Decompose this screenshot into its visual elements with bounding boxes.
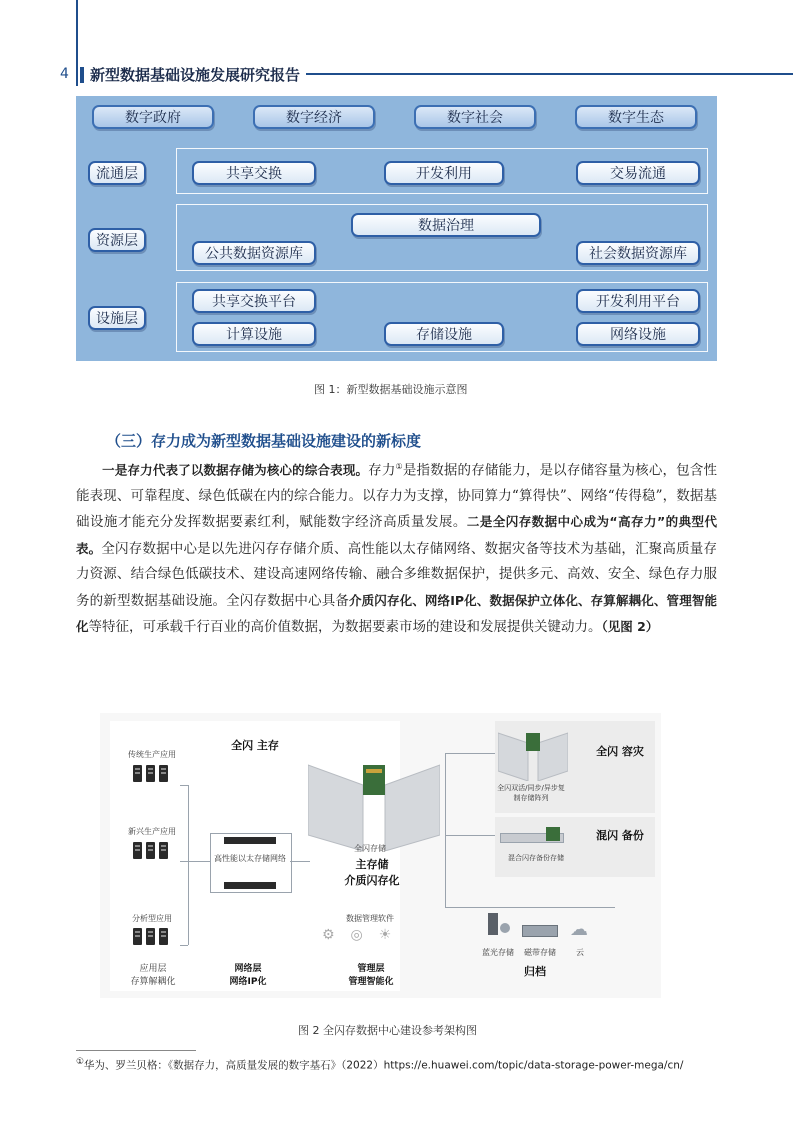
layer-label-circulation: 流通层	[88, 161, 146, 185]
switch-icon	[224, 882, 276, 889]
pill-social-data: 社会数据资源库	[576, 241, 700, 265]
connector	[445, 907, 615, 908]
section-heading: （三）存力成为新型数据基础设施建设的新标度	[106, 432, 422, 450]
main-storage-bold: 主存储 介质闪存化	[344, 858, 400, 887]
backup-panel	[495, 817, 655, 877]
p2-figure-ref: （见图 2）	[601, 618, 659, 634]
connector	[180, 785, 188, 786]
top-pill-4: 数字生态	[575, 105, 697, 129]
page-number: 4	[60, 66, 69, 82]
pill-dev-use: 开发利用	[384, 161, 504, 185]
p2-bold: 二是全闪存数据中心成为“高存力”的典型代表。	[76, 514, 718, 556]
document-title: 新型数据基础设施发展研究报告	[90, 66, 301, 84]
footnote-rule	[76, 1050, 196, 1051]
network-label: 高性能以太存储网络	[214, 854, 286, 863]
mgmt-software-label: 数据管理软件	[346, 914, 394, 923]
app-label-3: 分析型应用	[132, 914, 172, 923]
archive-item-1: 蓝光存储	[482, 948, 514, 957]
archive-item-3: 云	[576, 948, 584, 957]
pill-data-governance: 数据治理	[351, 213, 541, 237]
server-icon	[133, 765, 142, 782]
connector	[188, 861, 210, 862]
connector	[445, 753, 495, 754]
backup-board-icon	[546, 827, 560, 841]
pill-storage: 存储设施	[384, 322, 504, 346]
connector	[188, 785, 189, 945]
dr-desc: 全闪双活/同步/异步复制存储阵列	[497, 784, 565, 802]
figure1-caption: 图 1：新型数据基础设施示意图	[314, 383, 468, 396]
p2-text-2: 等特征，可承载千行百业的高价值数据，为数据要素市场的建设和发展提供关键动力。	[88, 618, 602, 635]
server-icon	[146, 842, 155, 859]
main-storage-title: 全闪 主存	[231, 739, 279, 752]
p1-text-b: 是指数据的存储能力，是以存储容量为核心，包含性能表现、可靠程度、绿色低碳在内的综合能力。以存力为支撑，协同算力“算得快”、网络“传得稳”，数据基础设施才能充分发挥数据要素红利，赋能数字经济高质量发展。	[76, 462, 718, 531]
top-pill-2: 数字经济	[253, 105, 375, 129]
server-icon	[159, 842, 168, 859]
connector	[445, 835, 495, 836]
layer-label-resource: 资源层	[88, 228, 146, 252]
footnote-mark: ①	[76, 1057, 84, 1067]
connector	[445, 753, 446, 907]
pill-share-exchange: 共享交换	[192, 161, 316, 185]
figure2-diagram	[100, 713, 661, 998]
section-body	[76, 454, 717, 640]
header-vertical-line	[76, 0, 78, 86]
disc-icon	[500, 923, 510, 933]
archive-item-2: 磁带存储	[524, 948, 556, 957]
p1-bold: 一是存力代表了以数据存储为核心的综合表现。	[102, 462, 369, 478]
cloud-icon: ☁	[570, 919, 588, 940]
bluray-icon	[488, 913, 498, 935]
server-icon	[159, 765, 168, 782]
storage-array-illustration	[308, 755, 440, 851]
layer-label-facility: 设施层	[88, 306, 146, 330]
app-label-1: 传统生产应用	[128, 750, 176, 759]
switch-icon	[224, 837, 276, 844]
flash-storage-label: 全闪存储	[354, 844, 386, 853]
top-pill-1: 数字政府	[92, 105, 214, 129]
p2-bold-features: 介质闪存化、网络IP化、数据保护立体化、存算解耦化、管理智能化	[76, 592, 717, 634]
pill-dev-platform: 开发利用平台	[576, 289, 700, 313]
bottom-label-mgmt: 管理层 管理智能化	[348, 964, 394, 987]
footnote-text: 华为、罗兰贝格：《数据存力，高质量发展的数字基石》（2022）https://e.huawei.com/topic/data-storage-power-mega/cn/	[83, 1059, 684, 1072]
pill-public-data: 公共数据资源库	[192, 241, 316, 265]
server-icon	[159, 928, 168, 945]
pill-trade: 交易流通	[576, 161, 700, 185]
figure2-caption: 图 2 全闪存数据中心建设参考架构图	[298, 1024, 477, 1037]
server-icon	[133, 842, 142, 859]
footnote	[76, 1057, 683, 1073]
dr-title: 全闪 容灾	[596, 745, 644, 758]
backup-desc: 混合闪存备份存储	[508, 854, 564, 862]
pill-share-platform: 共享交换平台	[192, 289, 316, 313]
backup-title: 混闪 备份	[596, 829, 644, 842]
bottom-label-net: 网络层 网络IP化	[229, 964, 267, 987]
connector	[180, 945, 188, 946]
p2-text: 全闪存数据中心是以先进闪存存储介质、高性能以太存储网络、数据灾备等技术为基础，汇聚高质量存力资源、结合绿色低碳技术、建设高速网络传输、融合多维数据保护，提供多元、高效、安全、绿色存力服务的新型数据基础设施。全闪存数据中心具备	[76, 540, 717, 609]
p1-footnote-mark: ①	[395, 462, 403, 471]
top-pill-3: 数字社会	[414, 105, 536, 129]
title-marker	[80, 67, 84, 83]
server-icon	[133, 928, 142, 945]
app-label-2: 新兴生产应用	[128, 827, 176, 836]
pill-compute: 计算设施	[192, 322, 316, 346]
dr-array-illustration	[498, 727, 568, 781]
p1-text-a: 存力	[368, 462, 396, 479]
mgmt-icons: ⚙◎☀	[322, 927, 408, 943]
pill-network: 网络设施	[576, 322, 700, 346]
header-rule	[306, 73, 793, 75]
figure1-diagram	[76, 96, 717, 361]
connector	[290, 861, 310, 862]
bottom-label-app: 应用层 存算解耦化	[130, 964, 176, 987]
server-icon	[146, 928, 155, 945]
archive-title: 归档	[524, 965, 546, 978]
tape-icon	[522, 925, 558, 937]
server-icon	[146, 765, 155, 782]
